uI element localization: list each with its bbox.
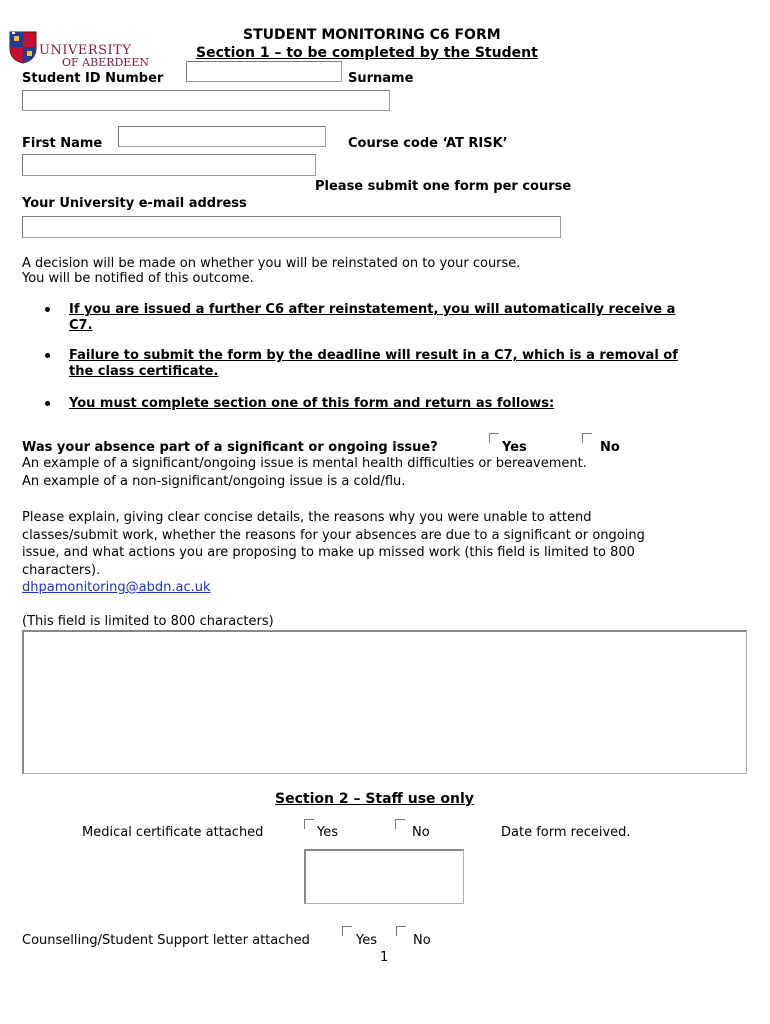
- bullet-dot: [45, 353, 50, 358]
- example-line-2: An example of a non-significant/ongoing issue is a cold/flu.: [22, 474, 406, 489]
- logo-line-1: UNIVERSITY: [39, 43, 132, 58]
- medical-yes-label: Yes: [317, 825, 338, 840]
- absence-no-label: No: [600, 440, 620, 455]
- absence-yes-label: Yes: [502, 440, 527, 455]
- bullet-dot: [45, 401, 50, 406]
- bullet-2-line-2: the class certificate.: [69, 364, 219, 379]
- student-id-field[interactable]: [186, 61, 342, 82]
- logo-line-2: OF ABERDEEN: [62, 56, 149, 69]
- decision-text-line-1: A decision will be made on whether you will be reinstated on to your course.: [22, 256, 521, 271]
- bullet-dot: [45, 307, 50, 312]
- counselling-no-checkbox[interactable]: [396, 926, 406, 936]
- surname-label: Surname: [348, 71, 414, 86]
- surname-field[interactable]: [22, 90, 390, 111]
- crest-icon: [8, 30, 38, 64]
- first-name-label: First Name: [22, 136, 103, 151]
- medical-no-label: No: [412, 825, 430, 840]
- medical-no-checkbox[interactable]: [395, 819, 405, 829]
- reasons-textarea[interactable]: [22, 630, 747, 774]
- decision-text-line-2: You will be notified of this outcome.: [22, 271, 254, 286]
- bullet-1-line-1: If you are issued a further C6 after reinstatement, you will automatically receive a: [69, 302, 676, 317]
- monitoring-email-link[interactable]: dhpamonitoring@abdn.ac.uk: [22, 580, 211, 595]
- course-code-field[interactable]: [22, 154, 316, 176]
- first-name-field[interactable]: [118, 126, 326, 147]
- page-number: 1: [380, 950, 389, 965]
- bullet-3-line-1: You must complete section one of this form and return as follows:: [69, 396, 555, 411]
- example-line-1: An example of a significant/ongoing issue is mental health difficulties or bereavement.: [22, 456, 587, 471]
- bullet-2-line-1: Failure to submit the form by the deadline will result in a C7, which is a removal of: [69, 348, 678, 363]
- email-label: Your University e-mail address: [22, 196, 247, 211]
- student-id-label: Student ID Number: [22, 71, 164, 86]
- absence-no-checkbox[interactable]: [582, 433, 592, 443]
- absence-question: Was your absence part of a significant or ongoing issue?: [22, 440, 438, 455]
- date-received-field[interactable]: [304, 849, 464, 904]
- submit-note: Please submit one form per course: [315, 179, 572, 194]
- explain-line-4: characters).: [22, 563, 101, 578]
- explain-line-2: classes/submit work, whether the reasons for your absences are due to a significant or ongoing: [22, 528, 645, 543]
- form-title: STUDENT MONITORING C6 FORM: [243, 27, 501, 43]
- absence-yes-checkbox[interactable]: [489, 433, 499, 443]
- email-field[interactable]: [22, 216, 561, 238]
- medical-yes-checkbox[interactable]: [304, 819, 314, 829]
- counselling-label: Counselling/Student Support letter attached: [22, 933, 310, 948]
- section-1-heading: Section 1 – to be completed by the Student: [196, 45, 538, 61]
- counselling-yes-checkbox[interactable]: [342, 926, 352, 936]
- counselling-no-label: No: [413, 933, 431, 948]
- explain-line-3: issue, and what actions you are proposing to make up missed work (this field is limited to 800: [22, 545, 635, 560]
- medical-label: Medical certificate attached: [82, 825, 264, 840]
- section-2-heading: Section 2 – Staff use only: [275, 791, 474, 807]
- course-code-label: Course code ‘AT RISK’: [348, 136, 508, 151]
- bullet-1-line-2: C7.: [69, 318, 93, 333]
- counselling-yes-label: Yes: [356, 933, 377, 948]
- explain-line-1: Please explain, giving clear concise details, the reasons why you were unable to attend: [22, 510, 592, 525]
- date-received-label: Date form received.: [501, 825, 631, 840]
- limit-note: (This field is limited to 800 characters): [22, 614, 274, 629]
